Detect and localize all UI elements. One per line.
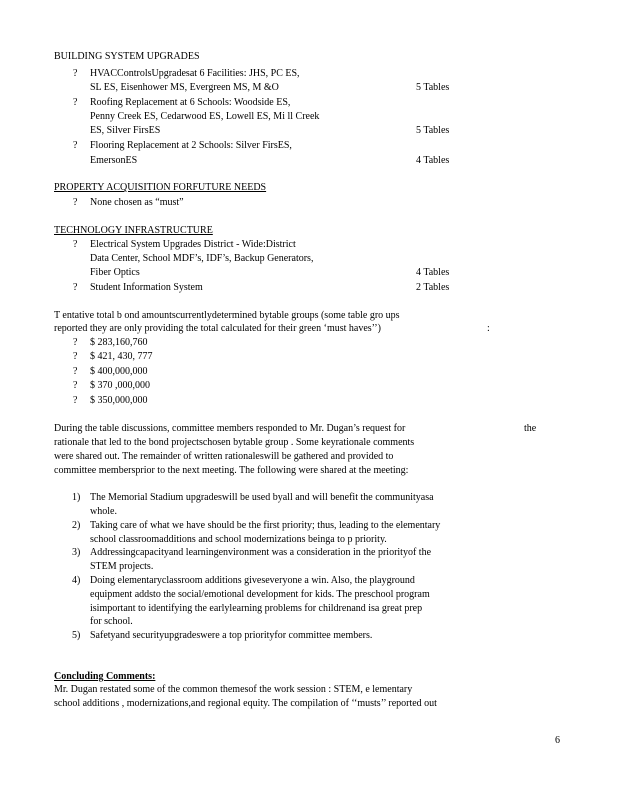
tentative-line-1: T entative total b ond amountscurrentlydetermined bytable groups (some table gro ups: [54, 310, 400, 321]
rationale-4-line-4: for school.: [90, 616, 133, 627]
bullet-icon: ?: [73, 239, 78, 250]
page-number: 6: [555, 735, 560, 746]
building-item-2-line-2: Penny Creek ES, Cedarwood ES, Lowell ES, Mi ll Creek: [90, 111, 320, 122]
discussion-line-4: committee membersprior to the next meeting. The following were shared at the meeting:: [54, 465, 409, 476]
building-item-3-line-2: EmersonES: [90, 155, 138, 166]
building-item-1-tables: 5 Tables: [416, 82, 450, 93]
tentative-colon: :: [487, 323, 490, 334]
bullet-icon: ?: [73, 380, 78, 391]
bullet-icon: ?: [73, 97, 78, 108]
rationale-3-line-1: Addressingcapacityand learningenvironment was a consideration in the priorityof the: [90, 547, 432, 558]
technology-item-2: Student Information System: [90, 282, 203, 293]
bullet-icon: ?: [73, 366, 78, 377]
discussion-line-1-end: the: [524, 423, 537, 434]
list-item-number: 4): [72, 575, 81, 586]
bullet-icon: ?: [73, 140, 78, 151]
building-item-1-line-1: HVACControlsUpgradesat 6 Facilities: JHS, PC ES,: [90, 68, 300, 79]
amount-item: $ 421, 430, 777: [90, 351, 153, 362]
list-item-number: 2): [72, 520, 81, 531]
rationale-4-line-1: Doing elementaryclassroom additions giveseveryone a win. Also, the playground: [90, 575, 415, 586]
rationale-5-line-1: Safetyand securityupgradeswere a top priorityfor committee members.: [90, 630, 373, 641]
amount-item: $ 400,000,000: [90, 366, 148, 377]
building-item-2-tables: 5 Tables: [416, 125, 450, 136]
amount-item: $ 350,000,000: [90, 395, 148, 406]
bullet-icon: ?: [73, 351, 78, 362]
list-item-number: 3): [72, 547, 81, 558]
bullet-icon: ?: [73, 197, 78, 208]
list-item-number: 1): [72, 492, 81, 503]
rationale-1-line-1: The Memorial Stadium upgradeswill be used byall and will benefit the communityasa: [90, 492, 434, 503]
discussion-line-3: were shared out. The remainder of written rationaleswill be gathered and provided to: [54, 451, 394, 462]
amount-item: $ 370 ,000,000: [90, 380, 150, 391]
building-item-2-line-3: ES, Silver FirsES: [90, 125, 161, 136]
section-heading-property: PROPERTY ACQUISITION FORFUTURE NEEDS: [54, 182, 267, 193]
tentative-line-2: reported they are only providing the total calculated for their green ‘must haves’’): [54, 323, 381, 334]
concluding-line-2: school additions , modernizations,and regional equity. The compilation of ‘‘musts’’ reported out: [54, 698, 437, 709]
amount-item: $ 283,160,760: [90, 337, 148, 348]
technology-item-1-line-2: Data Center, School MDF’s, IDF’s, Backup Generators,: [90, 253, 314, 264]
rationale-2-line-2: school classroomadditions and school modernizations beinga to p priority.: [90, 534, 387, 545]
building-item-1-line-2: SL ES, Eisenhower MS, Evergreen MS, M &O: [90, 82, 279, 93]
discussion-line-2: rationale that led to the bond projectschosen bytable group . Some keyrationale comments: [54, 437, 415, 448]
technology-item-1-line-1: Electrical System Upgrades District - Wide:District: [90, 239, 296, 250]
discussion-line-1: During the table discussions, committee members responded to Mr. Dugan’s request for: [54, 423, 406, 434]
rationale-3-line-2: STEM projects.: [90, 561, 154, 572]
technology-item-1-tables: 4 Tables: [416, 267, 450, 278]
bullet-icon: ?: [73, 282, 78, 293]
section-heading-building: BUILDING SYSTEM UPGRADES: [54, 51, 200, 62]
rationale-2-line-1: Taking care of what we have should be the first priority; thus, leading to the elementary: [90, 520, 441, 531]
property-item-1: None chosen as “must”: [90, 197, 184, 208]
concluding-heading: Concluding Comments:: [54, 671, 156, 682]
bullet-icon: ?: [73, 337, 78, 348]
rationale-4-line-3: isimportant to identifying the earlylearning problems for childrenand isa great prep: [90, 603, 423, 614]
section-heading-technology: TECHNOLOGY INFRASTRUCTURE: [54, 225, 213, 236]
concluding-line-1: Mr. Dugan restated some of the common themesof the work session : STEM, e lementary: [54, 684, 413, 695]
bullet-icon: ?: [73, 68, 78, 79]
rationale-1-line-2: whole.: [90, 506, 117, 517]
technology-item-2-tables: 2 Tables: [416, 282, 450, 293]
list-item-number: 5): [72, 630, 81, 641]
building-item-3-tables: 4 Tables: [416, 155, 450, 166]
technology-item-1-line-3: Fiber Optics: [90, 267, 140, 278]
bullet-icon: ?: [73, 395, 78, 406]
building-item-2-line-1: Roofing Replacement at 6 Schools: Woodside ES,: [90, 97, 291, 108]
building-item-3-line-1: Flooring Replacement at 2 Schools: Silver FirsES,: [90, 140, 292, 151]
rationale-4-line-2: equipment addsto the social/emotional development for kids. The preschool program: [90, 589, 430, 600]
